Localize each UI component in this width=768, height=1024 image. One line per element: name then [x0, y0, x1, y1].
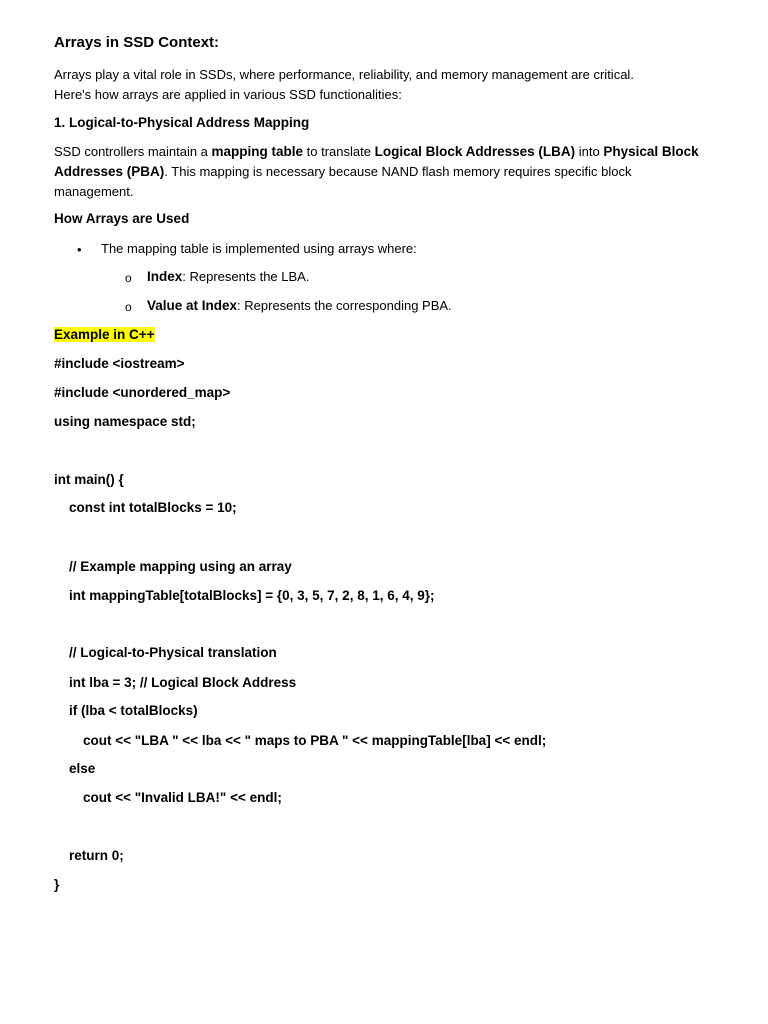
code-line: const int totalBlocks = 10; [69, 500, 237, 515]
code-line: #include <unordered_map> [54, 385, 231, 400]
mapping-bold-2: Logical Block Addresses (LBA) [374, 144, 576, 159]
how-heading: How Arrays are Used [54, 211, 190, 226]
sub-bullet-value-text: : Represents the corresponding PBA. [237, 298, 452, 313]
mapping-text-3: into [575, 144, 604, 159]
code-line: else [69, 761, 96, 776]
intro-line-2: Here's how arrays are applied in various SSD functionalities: [54, 87, 402, 102]
sub-bullet-marker: o [125, 300, 132, 314]
code-line: return 0; [69, 848, 124, 863]
example-heading [54, 327, 155, 342]
code-line: #include <iostream> [54, 356, 185, 371]
highlighted-heading: Example in C++ [54, 327, 155, 342]
document-title: Arrays in SSD Context: [54, 34, 220, 51]
code-line: using namespace std; [54, 414, 196, 429]
intro-line-1: Arrays play a vital role in SSDs, where performance, reliability, and memory management are critical. [54, 67, 634, 82]
bullet-item: The mapping table is implemented using arrays where: [101, 241, 417, 256]
code-line: // Example mapping using an array [69, 559, 292, 574]
sub-bullet-index-text: : Represents the LBA. [182, 269, 310, 284]
mapping-paragraph [54, 142, 714, 202]
code-line: int lba = 3; // Logical Block Address [69, 675, 297, 690]
mapping-text-4: . This mapping is necessary because NAND flash memory requires specific block management. [54, 164, 632, 199]
sub-bullet-index-label: Index [147, 269, 183, 284]
mapping-bold-3: Physical Block Addresses (PBA) [54, 144, 699, 179]
section-heading: 1. Logical-to-Physical Address Mapping [54, 115, 310, 130]
mapping-text-2: to translate [303, 144, 375, 159]
code-line: if (lba < totalBlocks) [69, 703, 198, 718]
code-line: cout << "LBA " << lba << " maps to PBA " << mappingTable[lba] << endl; [83, 733, 547, 748]
code-line: cout << "Invalid LBA!" << endl; [83, 790, 282, 805]
mapping-bold-1: mapping table [211, 144, 304, 159]
bullet-marker: • [77, 242, 82, 257]
sub-bullet-index [147, 269, 309, 284]
sub-bullet-marker: o [125, 271, 132, 285]
code-line: // Logical-to-Physical translation [69, 645, 277, 660]
mapping-text-1: SSD controllers maintain a [54, 144, 212, 159]
code-line: int main() { [54, 472, 124, 487]
sub-bullet-value [147, 298, 452, 313]
code-line: int mappingTable[totalBlocks] = {0, 3, 5, 7, 2, 8, 1, 6, 4, 9}; [69, 588, 435, 603]
code-line: } [54, 877, 60, 892]
sub-bullet-value-label: Value at Index [147, 298, 238, 313]
intro-paragraph [54, 65, 714, 105]
